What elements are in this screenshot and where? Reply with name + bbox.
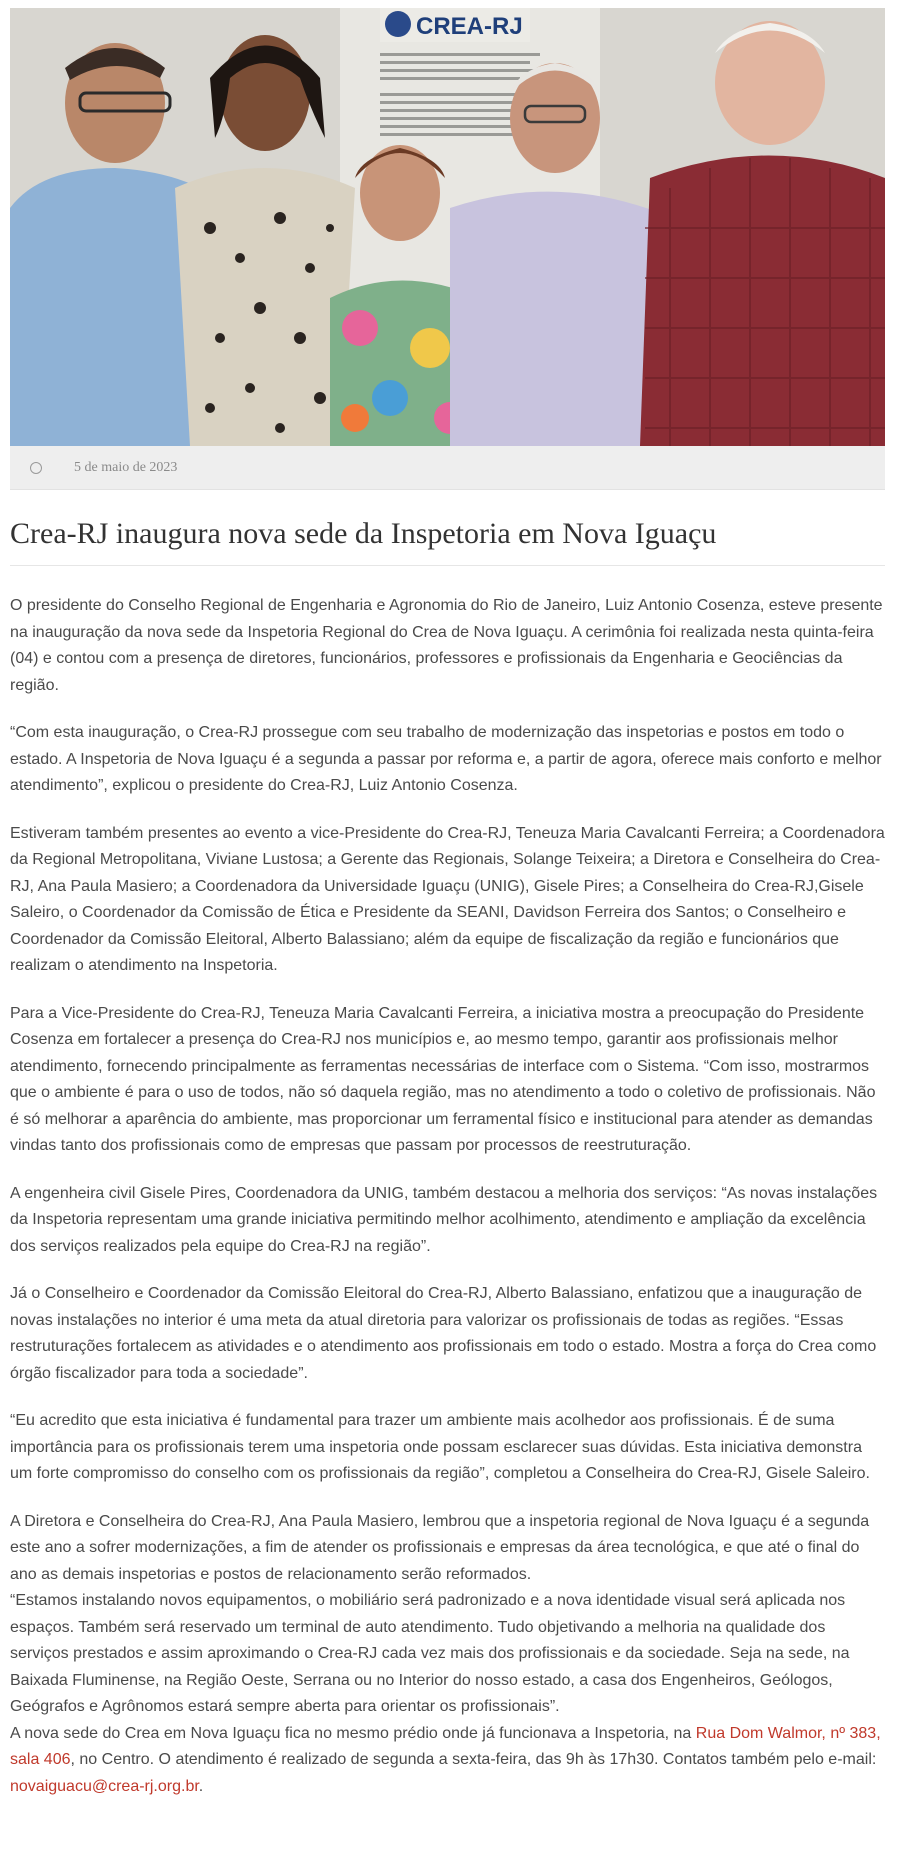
paragraph: Para a Vice-Presidente do Crea-RJ, Teneuza Maria Cavalcanti Ferreira, a iniciativa mostra a preocupação do Presidente Cosenza em fortalecer a presença do Crea-RJ nos municípios e, ao mesmo tempo, garantir aos profissionais melhor atendimento, fornecendo principalmente as ferramentas necessárias de interface com o Sistema. “Com isso, mostrarmos que o ambiente é para o uso de todos, não só daquela região, mas no atendimento a todo o coletivo de profissionais. Não é só melhorar a aparência do ambiente, mas proporcionar um ferramental físico e institucional para atender as demandas vindas tanto dos profissionais como de empresas que passam por processos de reestruturação. — [10, 1004, 876, 1154]
article-photo — [10, 8, 885, 446]
contact-text: . — [198, 1777, 204, 1795]
contact-text: A nova sede do Crea em Nova Iguaçu fica no mesmo prédio onde já funcionava a Inspetoria, na — [10, 1724, 696, 1742]
contact-text: , no Centro. O atendimento é realizado de segunda a sexta-feira, das 9h às 17h30. Contatos também pelo e-mail: — [70, 1751, 877, 1768]
article-title: Crea-RJ inaugura nova sede da Inspetoria em Nova Iguaçu — [10, 517, 717, 550]
paragraph: “Eu acredito que esta iniciativa é fundamental para trazer um ambiente mais acolhedor aos profissionais. É de suma importância para os profissionais terem uma inspetoria onde possam esclarecer suas dúvidas. Esta iniciativa demonstra um forte compromisso do conselho com os profissionais da região”, completou a Conselheira do Crea-RJ, Gisele Saleiro. — [10, 1412, 870, 1482]
paragraph: “Estamos instalando novos equipamentos, o mobiliário será padronizado e a nova identidade visual será aplicada nos espaços. Também será reservado um terminal de auto atendimento. Tudo objetivando a melhoria na qualidade dos serviços prestados e assim aproximando o Crea-RJ cada vez mais dos profissionais e da sociedade. Seja na sede, na Baixada Fluminense, na Região Oeste, Serrana ou no Interior do nosso estado, a casa dos Engenheiros, Geólogos, Geógrafos e Agrônomos estará sempre aberta para orientar os profissionais”. — [10, 1592, 850, 1715]
paragraph: O presidente do Conselho Regional de Engenharia e Agronomia do Rio de Janeiro, Luiz Antonio Cosenza, esteve presente na inauguração da nova sede da Inspetoria Regional do Crea de Nova Iguaçu. A cerimônia foi realizada nesta quinta-feira (04) e contou com a presença de diretores, funcionários, professores e profissionais da Engenharia e Geociências da região. — [10, 597, 883, 694]
clock-icon — [30, 462, 42, 474]
article-body — [10, 593, 888, 1800]
title-divider — [10, 565, 885, 566]
post-meta-bar — [10, 446, 885, 490]
post-date: 5 de maio de 2023 — [74, 459, 178, 475]
address-link[interactable]: Rua Dom Walmor, nº 383, sala 406 — [10, 1724, 881, 1768]
paragraph: A engenheira civil Gisele Pires, Coordenadora da UNIG, também destacou a melhoria dos serviços: “As novas instalações da Inspetoria representam uma grande iniciativa permitindo melhor acolhimento, atendimento e ampliação da excelência dos serviços realizados pela equipe do Crea-RJ na região”. — [10, 1184, 878, 1255]
paragraph: “Com esta inauguração, o Crea-RJ prossegue com seu trabalho de modernização das inspetorias e postos em todo o estado. A Inspetoria de Nova Iguaçu é a segunda a passar por reforma e, a partir de agora, oferece mais conforto e melhor atendimento”, explicou o presidente do Crea-RJ, Luiz Antonio Cosenza. — [10, 724, 882, 794]
email-link[interactable]: novaiguacu@crea-rj.org.br — [10, 1777, 199, 1795]
paragraph: Estiveram também presentes ao evento a vice-Presidente do Crea-RJ, Teneuza Maria Cavalcanti Ferreira; a Coordenadora da Regional Metropolitana, Viviane Lustosa; a Gerente das Regionais, Solange Teixeira; a Diretora e Conselheira do Crea-RJ, Ana Paula Masiero; a Coordenadora da Universidade Iguaçu (UNIG), Gisele Pires; a Conselheira do Crea-RJ,Gisele Saleiro, o Coordenador da Comissão de Ética e Presidente da SEANI, Davidson Ferreira dos Santos; o Conselheiro e Coordenador da Comissão Eleitoral, Alberto Balassiano; além da equipe de fiscalização da região e funcionários que realizam o atendimento na Inspetoria. — [10, 824, 885, 974]
paragraph: A Diretora e Conselheira do Crea-RJ, Ana Paula Masiero, lembrou que a inspetoria regional de Nova Iguaçu é a segunda este ano a sofrer modernizações, a fim de atender os profissionais e empresas da área tecnológica, e que até o final do ano as demais inspetorias e postos de relacionamento serão reformados. — [10, 1512, 870, 1583]
paragraph: Já o Conselheiro e Coordenador da Comissão Eleitoral do Crea-RJ, Alberto Balassiano, enfatizou que a inauguração de novas instalações no interior é uma meta da atual diretoria para valorizar os profissionais de todas as regiões. “Essas restruturações fortalecem as atividades e o atendimento aos profissionais em todo o estado. Mostra a força do Crea como órgão fiscalizador para toda a sociedade”. — [10, 1285, 877, 1382]
photo-group-icon — [10, 8, 885, 446]
paragraph-contact — [10, 1721, 888, 1801]
plaque-text: CREA-RJ — [416, 13, 523, 40]
